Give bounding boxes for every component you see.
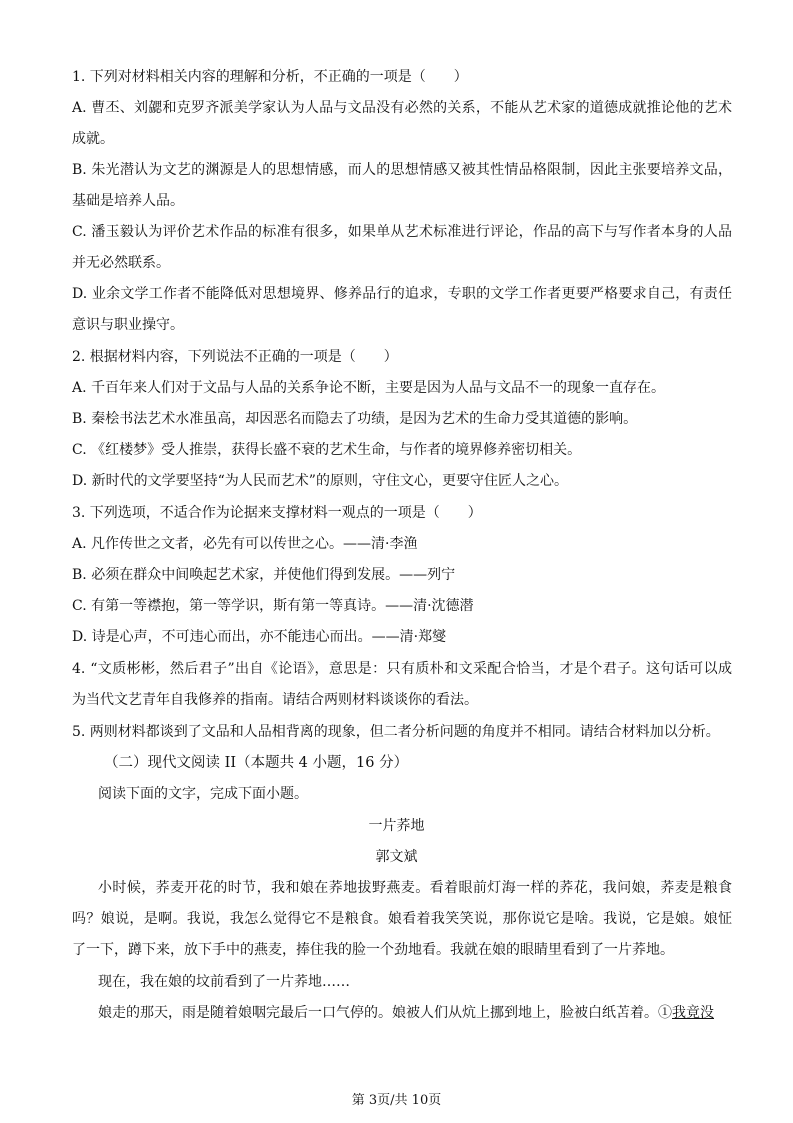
passage-paragraph-3-line1 xyxy=(98,1004,732,1022)
q1-option-c-line2: 并无必然联系。 xyxy=(72,255,170,271)
reading-instruction: 阅读下面的文字，完成下面小题。 xyxy=(98,786,308,802)
q3-stem: 3. 下列选项，不适合作为论据来支撑材料一观点的一项是（ ） xyxy=(72,505,482,521)
passage-paragraph-1-line2: 吗？娘说，是啊。我说，我怎么觉得它不是粮食。娘看着我笑笑说，那你说它是啥。我说，它是娘。娘怔 xyxy=(72,911,732,927)
q1-stem: 1. 下列对材料相关内容的理解和分析，不正确的一项是（ ） xyxy=(72,69,468,85)
q4-line1: 4. “文质彬彬，然后君子”出自《论语》，意思是：只有质朴和文采配合恰当，才是个君子。这句话可以成 xyxy=(72,661,732,677)
underlined-sentence-1: 我竟没 xyxy=(672,1005,714,1021)
q3-option-d: D. 诗是心声，不可违心而出，亦不能违心而出。——清·郑燮 xyxy=(72,629,447,645)
q2-option-a: A. 千百年来人们对于文品与人品的关系争论不断，主要是因为人品与文品不一的现象一直存在。 xyxy=(72,380,666,396)
q3-option-a: A. 凡作传世之文者，必先有可以传世之心。——清·李渔 xyxy=(72,536,418,552)
q2-option-d: D. 新时代的文学要坚持“为人民而艺术”的原则，守住文心，更要守住匠人之心。 xyxy=(72,473,568,489)
passage-paragraph-1-line1: 小时候，荞麦开花的时节，我和娘在荞地拔野燕麦。看着眼前灯海一样的荞花，我问娘，荞麦是粮食 xyxy=(98,880,732,896)
q2-option-b: B. 秦桧书法艺术水准虽高，却因恶名而隐去了功绩，是因为艺术的生命力受其道德的影响。 xyxy=(72,411,638,427)
q3-option-c: C. 有第一等襟抱，第一等学识，斯有第一等真诗。——清·沈德潜 xyxy=(72,598,474,614)
passage-title: 一片荞地 xyxy=(368,818,425,834)
q2-stem: 2. 根据材料内容，下列说法不正确的一项是（ ） xyxy=(72,349,398,365)
q1-option-a-line2: 成就。 xyxy=(72,131,114,147)
q1-option-d-line2: 意识与职业操守。 xyxy=(72,317,184,333)
q4-line2: 为当代文艺青年自我修养的指南。请结合两则材料谈谈你的看法。 xyxy=(72,692,478,708)
q5-line1: 5. 两则材料都谈到了文品和人品相背离的现象，但二者分析问题的角度并不相同。请结合材料加以分析。 xyxy=(72,724,720,740)
q1-option-d-line1: D. 业余文学工作者不能降低对思想境界、修养品行的追求，专职的文学工作者更要严格要求自己，有责任 xyxy=(72,286,732,302)
q1-option-c-line1: C. 潘玉毅认为评价艺术作品的标准有很多，如果单从艺术标准进行评论，作品的高下与写作者本身的人品 xyxy=(72,224,732,240)
passage-author: 郭文斌 xyxy=(375,849,418,865)
q2-option-c: C. 《红楼梦》受人推崇，获得长盛不衰的艺术生命，与作者的境界修养密切相关。 xyxy=(72,442,582,458)
paragraph-3-text: 娘走的那天，雨是随着娘咽完最后一口气停的。娘被人们从炕上挪到地上，脸被白纸苫着。① xyxy=(98,1005,672,1021)
passage-paragraph-1-line3: 了一下，蹲下来，放下手中的燕麦，捧住我的脸一个劲地看。我就在娘的眼睛里看到了一片荞地。 xyxy=(72,942,674,958)
q1-option-b-line2: 基础是培养人品。 xyxy=(72,193,184,209)
section-heading: （二）现代文阅读 II（本题共 4 小题，16 分） xyxy=(104,755,409,771)
passage-paragraph-2: 现在，我在娘的坟前看到了一片荞地…… xyxy=(98,974,350,990)
q3-option-b: B. 必须在群众中间唤起艺术家，并使他们得到发展。——列宁 xyxy=(72,567,456,583)
page-number-footer: 第 3页/共 10页 xyxy=(351,1093,442,1108)
q1-option-b-line1: B. 朱光潜认为文艺的渊源是人的思想情感，而人的思想情感又被其性情品格限制，因此主张要培养文品， xyxy=(72,162,732,178)
q1-option-a-line1: A. 曹丕、刘勰和克罗齐派美学家认为人品与文品没有必然的关系，不能从艺术家的道德成就推论他的艺术 xyxy=(72,100,732,116)
